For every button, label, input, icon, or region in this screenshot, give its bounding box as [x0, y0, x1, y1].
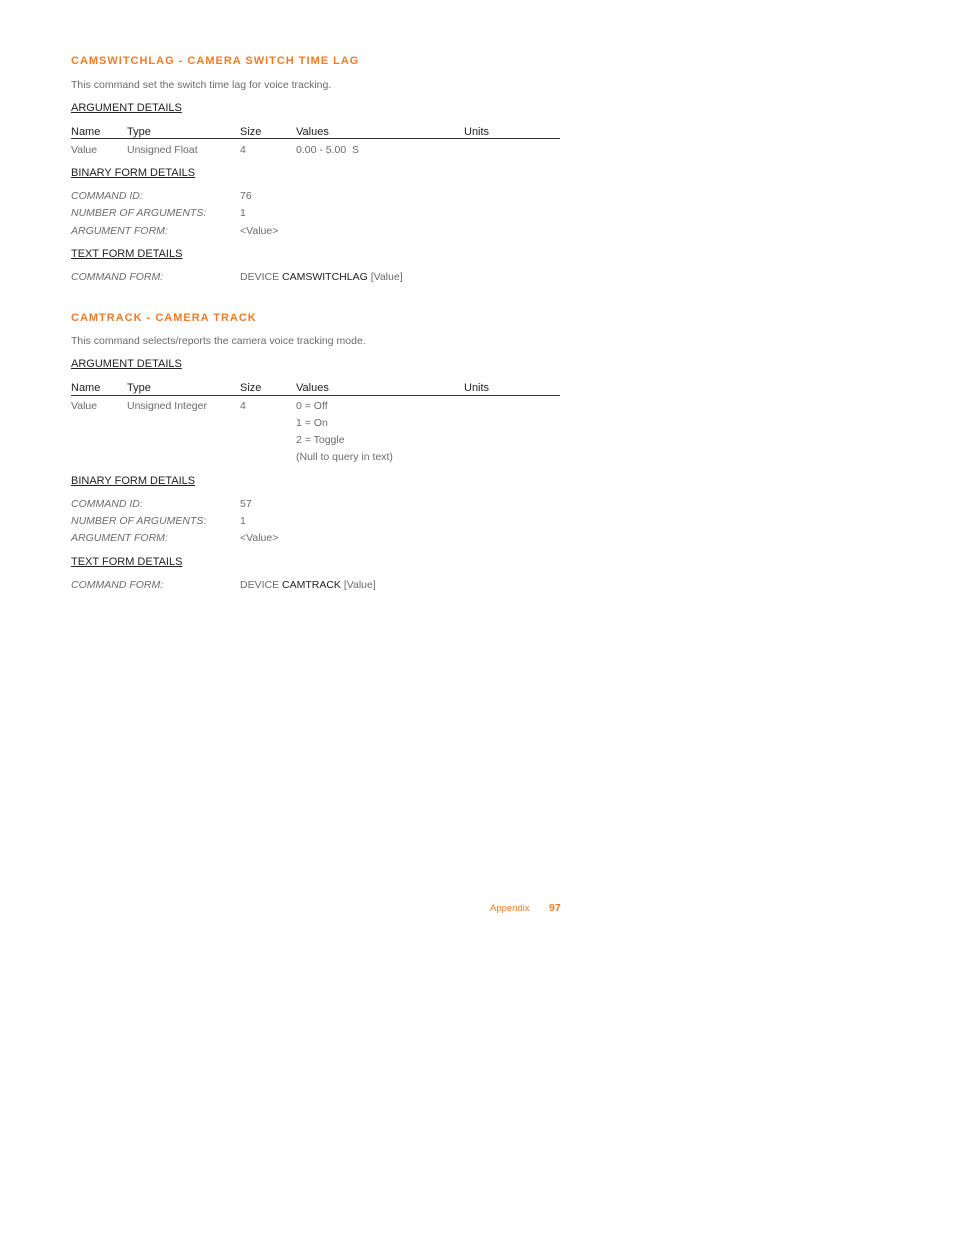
binary-form-label: BINARY FORM DETAILS: [71, 167, 196, 179]
table-header-rule: [71, 138, 560, 139]
cell-values: [296, 144, 359, 156]
section-heading: CAMTRACK - CAMERA TRACK: [71, 312, 257, 324]
page-number: 97: [549, 902, 561, 914]
command-form-suffix: [Value]: [370, 271, 403, 283]
cell-name: Value: [71, 144, 98, 156]
command-id-value: 57: [240, 498, 252, 510]
argument-details-label: ARGUMENT DETAILS: [71, 102, 182, 114]
command-form-value: [240, 579, 376, 591]
command-form-label: COMMAND FORM:: [71, 271, 164, 283]
command-form-label: COMMAND FORM:: [71, 579, 164, 591]
cell-value-line: 2 = Toggle: [296, 434, 345, 446]
table-header-rule: [71, 395, 560, 396]
command-form-prefix: DEVICE: [240, 579, 280, 591]
num-args-value: 1: [240, 207, 246, 219]
col-header-type: Type: [127, 382, 151, 394]
col-header-name: Name: [71, 382, 101, 394]
command-form-value: [240, 271, 403, 283]
command-id-value: 76: [240, 190, 252, 202]
argument-details-label: ARGUMENT DETAILS: [71, 358, 182, 370]
col-header-type: Type: [127, 126, 151, 138]
cell-value-line: 1 = On: [296, 417, 328, 429]
num-args-value: 1: [240, 515, 246, 527]
num-args-label: NUMBER OF ARGUMENTS:: [71, 207, 207, 219]
num-args-label: NUMBER OF ARGUMENTS:: [71, 515, 207, 527]
col-header-size: Size: [240, 126, 262, 138]
section-heading: CAMSWITCHLAG - CAMERA SWITCH TIME LAG: [71, 55, 360, 67]
text-form-label: TEXT FORM DETAILS: [71, 556, 183, 568]
text-form-label: TEXT FORM DETAILS: [71, 248, 183, 260]
footer-section-label: Appendix: [490, 903, 530, 914]
col-header-units: Units: [464, 382, 490, 394]
command-form-cmd: CAMTRACK: [282, 579, 341, 591]
col-header-size: Size: [240, 382, 262, 394]
values-range: 0.00 - 5.00: [296, 144, 347, 156]
arg-form-value: <Value>: [240, 225, 279, 237]
cell-size: 4: [240, 144, 246, 156]
command-form-suffix: [Value]: [343, 579, 376, 591]
cell-name: Value: [71, 400, 98, 412]
arg-form-value: <Value>: [240, 532, 279, 544]
cell-value-line: 0 = Off: [296, 400, 328, 412]
command-form-cmd: CAMSWITCHLAG: [282, 271, 368, 283]
binary-form-label: BINARY FORM DETAILS: [71, 475, 196, 487]
col-header-values: Values: [296, 126, 329, 138]
col-header-units: Units: [464, 126, 490, 138]
command-id-label: COMMAND ID:: [71, 498, 143, 510]
col-header-name: Name: [71, 126, 101, 138]
arg-form-label: ARGUMENT FORM:: [71, 532, 168, 544]
command-form-prefix: DEVICE: [240, 271, 280, 283]
col-header-values: Values: [296, 382, 329, 394]
command-id-label: COMMAND ID:: [71, 190, 143, 202]
section-description: This command selects/reports the camera voice tracking mode.: [71, 335, 366, 347]
arg-form-label: ARGUMENT FORM:: [71, 225, 168, 237]
cell-type: Unsigned Float: [127, 144, 198, 156]
cell-size: 4: [240, 400, 246, 412]
cell-value-line: (Null to query in text): [296, 451, 393, 463]
cell-type: Unsigned Integer: [127, 400, 207, 412]
values-units: S: [352, 144, 360, 156]
section-description: This command set the switch time lag for voice tracking.: [71, 79, 332, 91]
